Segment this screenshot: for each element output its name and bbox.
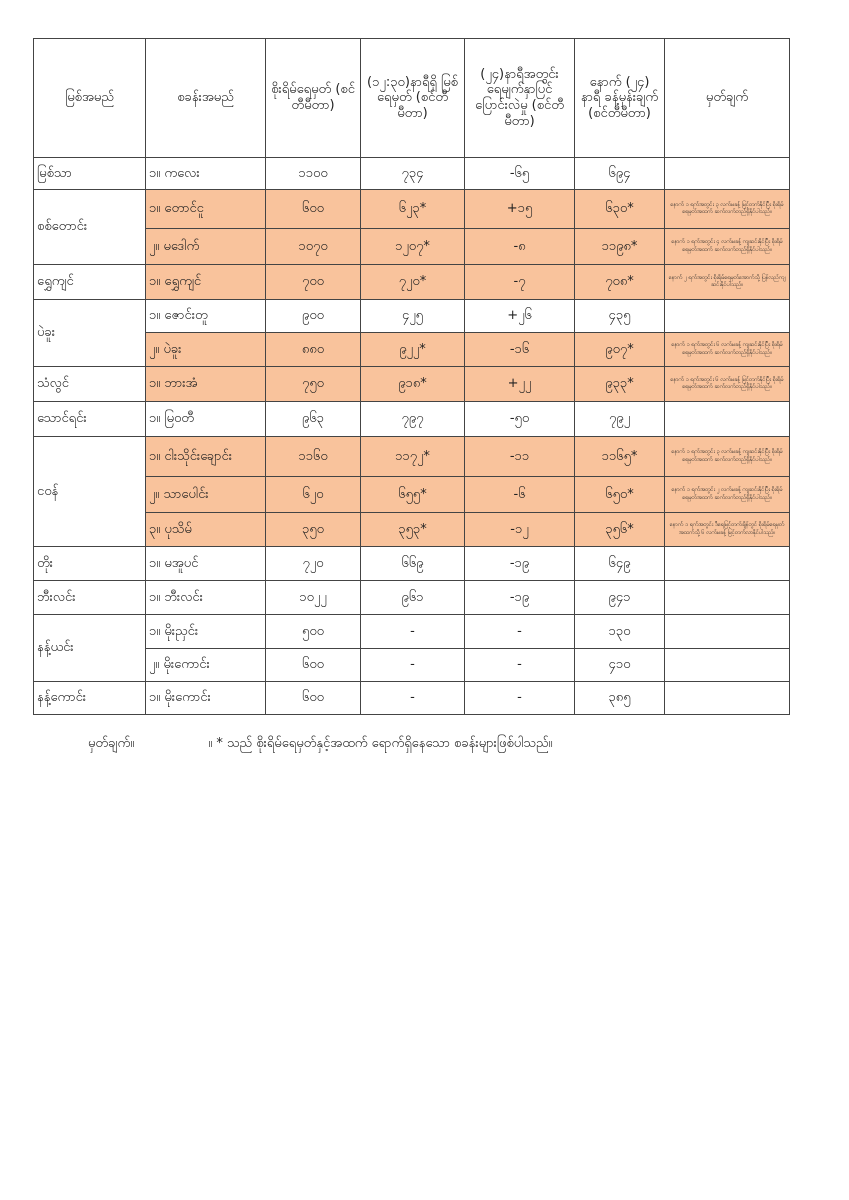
current-level: ၁၂၀၇*	[361, 229, 465, 265]
river-name: ဘီးလင်း	[34, 581, 146, 615]
table-row	[34, 402, 790, 437]
header-24h-change: (၂၄)နာရီအတွင်း ရေမျက်နှာပြင် ပြောင်းလဲမှု (စင်တီမီတာ)	[465, 39, 575, 158]
remark	[665, 158, 790, 190]
danger-level: ၁၀၇၀	[266, 229, 361, 265]
level-change: -၇	[465, 265, 575, 300]
danger-level: ၃၅၀	[266, 513, 361, 547]
forecast-level: ၇၉၂	[575, 402, 665, 437]
level-change: -၆၅	[465, 158, 575, 190]
table-row	[34, 682, 790, 715]
table-row	[34, 581, 790, 615]
header-current-level: (၁၂:၃၀)နာရီရှိ မြစ်ရေမှတ် (စင်တီမီတာ)	[361, 39, 465, 158]
current-level: -	[361, 682, 465, 715]
forecast-level: ၆၉၄	[575, 158, 665, 190]
current-level: -	[361, 649, 465, 682]
level-change: +၂၂	[465, 367, 575, 402]
danger-level: ၇၂၀	[266, 547, 361, 581]
station-name: ၁။ မအူပင်	[146, 547, 266, 581]
station-name: ၂။ သာပေါင်း	[146, 477, 266, 513]
current-level: ၆၆၉	[361, 547, 465, 581]
station-name: ၁။ ရွှေကျင်	[146, 265, 266, 300]
current-level: ၉၆၁	[361, 581, 465, 615]
table-row	[34, 229, 790, 265]
forecast-level: ၆၅၀*	[575, 477, 665, 513]
footnote-label: မှတ်ချက်။	[88, 736, 135, 751]
remark	[665, 547, 790, 581]
header-station: စခန်းအမည်	[146, 39, 266, 158]
station-name: ၁။ တောင်ငူ	[146, 190, 266, 229]
station-name: ၃။ ပုသိမ်	[146, 513, 266, 547]
header-river: မြစ်အမည်	[34, 39, 146, 158]
danger-level: ၁၀၂၂	[266, 581, 361, 615]
river-name: ငဝန်	[34, 437, 146, 547]
station-name: ၂။ ပဲခူး	[146, 333, 266, 367]
forecast-level: ၉၃၃*	[575, 367, 665, 402]
river-name: စစ်တောင်း	[34, 190, 146, 265]
remark: နောက် ၁ ရက်အတွင်း ၄ လက်မခန့် ကျဆင်းနိုင်ပြီး စိုးရိမ်ရေမှတ်အထက် ဆက်လက်တည်ရှိနိုင်ပါသည်။	[665, 229, 790, 265]
remark: နောက် ၁ ရက်အတွင်း ဒီရေမြင့်တက်ချိန်တွင် စိုးရိမ်ရေမှတ် အထက်သို့ ၆ လက်မခန့် မြင့်တက်လာနိုင်ပါသည်။	[665, 513, 790, 547]
forecast-level: ၃၈၅	[575, 682, 665, 715]
table-row	[34, 367, 790, 402]
remark	[665, 615, 790, 649]
level-change: -၁၁	[465, 437, 575, 477]
remark: နောက် ၁ ရက်အတွင်း ၃ လက်မခန့် မြင့်တက်နိုင်ပြီး စိုးရိမ်ရေမှတ်အထက် ဆက်လက်တည်ရှိနိုင်ပါသည်။	[665, 190, 790, 229]
forecast-level: ၄၃၅	[575, 300, 665, 333]
forecast-level: ၉၀၇*	[575, 333, 665, 367]
level-change: +၂၆	[465, 300, 575, 333]
forecast-level: ၆၄၉	[575, 547, 665, 581]
forecast-level: ၃၅၆*	[575, 513, 665, 547]
river-name: ရွှေကျင်	[34, 265, 146, 300]
river-name: နန့်ယင်း	[34, 615, 146, 682]
river-name: ပဲခူး	[34, 300, 146, 367]
table-row	[34, 547, 790, 581]
current-level: ၉၁၈*	[361, 367, 465, 402]
table-row	[34, 477, 790, 513]
remark	[665, 682, 790, 715]
remark: နောက် ၂ ရက်အတွင်း စိုးရိမ်ရေမှတ်အောက်သို့ ပြန်လည်ကျဆင်းနိုင်ပါသည်။	[665, 265, 790, 300]
danger-level: ၁၁၆၀	[266, 437, 361, 477]
table-row	[34, 649, 790, 682]
remark: နောက် ၁ ရက်အတွင်း ၆ လက်မခန့် မြင့်တက်နိုင်ပြီး စိုးရိမ်ရေမှတ်အထက် ဆက်လက်တည်ရှိနိုင်ပါသည်။	[665, 367, 790, 402]
forecast-level: ၁၁၆၅*	[575, 437, 665, 477]
table-row	[34, 615, 790, 649]
danger-level: ၇၅၀	[266, 367, 361, 402]
current-level: ၄၂၅	[361, 300, 465, 333]
current-level: ၁၁၇၂*	[361, 437, 465, 477]
table-row	[34, 300, 790, 333]
danger-level: ၇၀၀	[266, 265, 361, 300]
river-name: မြစ်သာ	[34, 158, 146, 190]
station-name: ၁။ ဘီးလင်း	[146, 581, 266, 615]
header-danger-level: စိုးရိမ်ရေမှတ် (စင်တီမီတာ)	[266, 39, 361, 158]
footnote	[88, 735, 553, 754]
remark	[665, 300, 790, 333]
level-change: -	[465, 682, 575, 715]
level-change: -	[465, 615, 575, 649]
river-name: နန့်ကောင်း	[34, 682, 146, 715]
station-name: ၁။ ကလေး	[146, 158, 266, 190]
table-row	[34, 437, 790, 477]
river-name: သံလွင်	[34, 367, 146, 402]
table-row	[34, 265, 790, 300]
station-name: ၁။ ဇောင်းတူ	[146, 300, 266, 333]
current-level: ၆၂၃*	[361, 190, 465, 229]
danger-level: ၆၀၀	[266, 649, 361, 682]
remark: နောက် ၁ ရက်အတွင်း ၂ လက်မခန့် ကျဆင်းနိုင်ပြီး စိုးရိမ်ရေမှတ်အထက် ဆက်လက်တည်ရှိနိုင်ပါသည်။	[665, 477, 790, 513]
station-name: ၂။ မဒေါက်	[146, 229, 266, 265]
table-row	[34, 513, 790, 547]
forecast-level: ၉၄၁	[575, 581, 665, 615]
level-change: -	[465, 649, 575, 682]
current-level: ၇၃၄	[361, 158, 465, 190]
level-change: -၁၆	[465, 333, 575, 367]
header-forecast: နောက် (၂၄) နာရီ ခန့်မှန်းချက် (စင်တီမီတာ)	[575, 39, 665, 158]
danger-level: ၆၂၀	[266, 477, 361, 513]
danger-level: ၆၀၀	[266, 190, 361, 229]
remark: နောက် ၁ ရက်အတွင်း ၃ လက်မခန့် ကျဆင်းနိုင်ပြီး စိုးရိမ်ရေမှတ်အထက် ဆက်လက်တည်ရှိနိုင်ပါသည်။	[665, 437, 790, 477]
level-change: -၁၉	[465, 581, 575, 615]
forecast-level: ၇၀၈*	[575, 265, 665, 300]
table-body	[34, 158, 790, 715]
danger-level: ၉၀၀	[266, 300, 361, 333]
current-level: ၆၅၅*	[361, 477, 465, 513]
danger-level: ၁၁၀၀	[266, 158, 361, 190]
station-name: ၁။ မြဝတီ	[146, 402, 266, 437]
level-change: -၁၂	[465, 513, 575, 547]
table-row	[34, 158, 790, 190]
station-name: ၁။ ဘားအံ	[146, 367, 266, 402]
current-level: ၇၂၀*	[361, 265, 465, 300]
header-remarks: မှတ်ချက်	[665, 39, 790, 158]
danger-level: ၉၆၃	[266, 402, 361, 437]
current-level: ၇၉၇	[361, 402, 465, 437]
danger-level: ၈၈၀	[266, 333, 361, 367]
current-level: -	[361, 615, 465, 649]
level-change: +၁၅	[465, 190, 575, 229]
level-change: -၁၉	[465, 547, 575, 581]
station-name: ၁။ မိုးကောင်း	[146, 682, 266, 715]
table-row	[34, 333, 790, 367]
remark: နောက် ၁ ရက်အတွင်း ၆ လက်မခန့် ကျဆင်းနိုင်ပြီး စိုးရိမ်ရေမှတ်အထက် ဆက်လက်တည်ရှိနိုင်ပါသည်။	[665, 333, 790, 367]
forecast-level: ၁၁၉၈*	[575, 229, 665, 265]
station-name: ၁။ မိုးညှင်း	[146, 615, 266, 649]
footnote-text: ။ * သည် စိုးရိမ်ရေမှတ်နှင့်အထက် ရောက်ရှိနေသော စခန်းများဖြစ်ပါသည်။	[208, 736, 553, 751]
river-name: သောင်ရင်း	[34, 402, 146, 437]
remark	[665, 649, 790, 682]
forecast-level: ၁၃၀	[575, 615, 665, 649]
forecast-level: ၄၁၀	[575, 649, 665, 682]
current-level: ၉၂၂*	[361, 333, 465, 367]
table-row	[34, 190, 790, 229]
level-change: -၆	[465, 477, 575, 513]
water-level-table	[33, 38, 790, 715]
danger-level: ၆၀၀	[266, 682, 361, 715]
forecast-level: ၆၃၀*	[575, 190, 665, 229]
level-change: -၈	[465, 229, 575, 265]
remark	[665, 402, 790, 437]
danger-level: ၅၀၀	[266, 615, 361, 649]
level-change: -၅၀	[465, 402, 575, 437]
header-row	[34, 39, 790, 158]
river-name: တိုး	[34, 547, 146, 581]
remark	[665, 581, 790, 615]
station-name: ၁။ ငါးသိုင်းချောင်း	[146, 437, 266, 477]
station-name: ၂။ မိုးကောင်း	[146, 649, 266, 682]
current-level: ၃၅၃*	[361, 513, 465, 547]
